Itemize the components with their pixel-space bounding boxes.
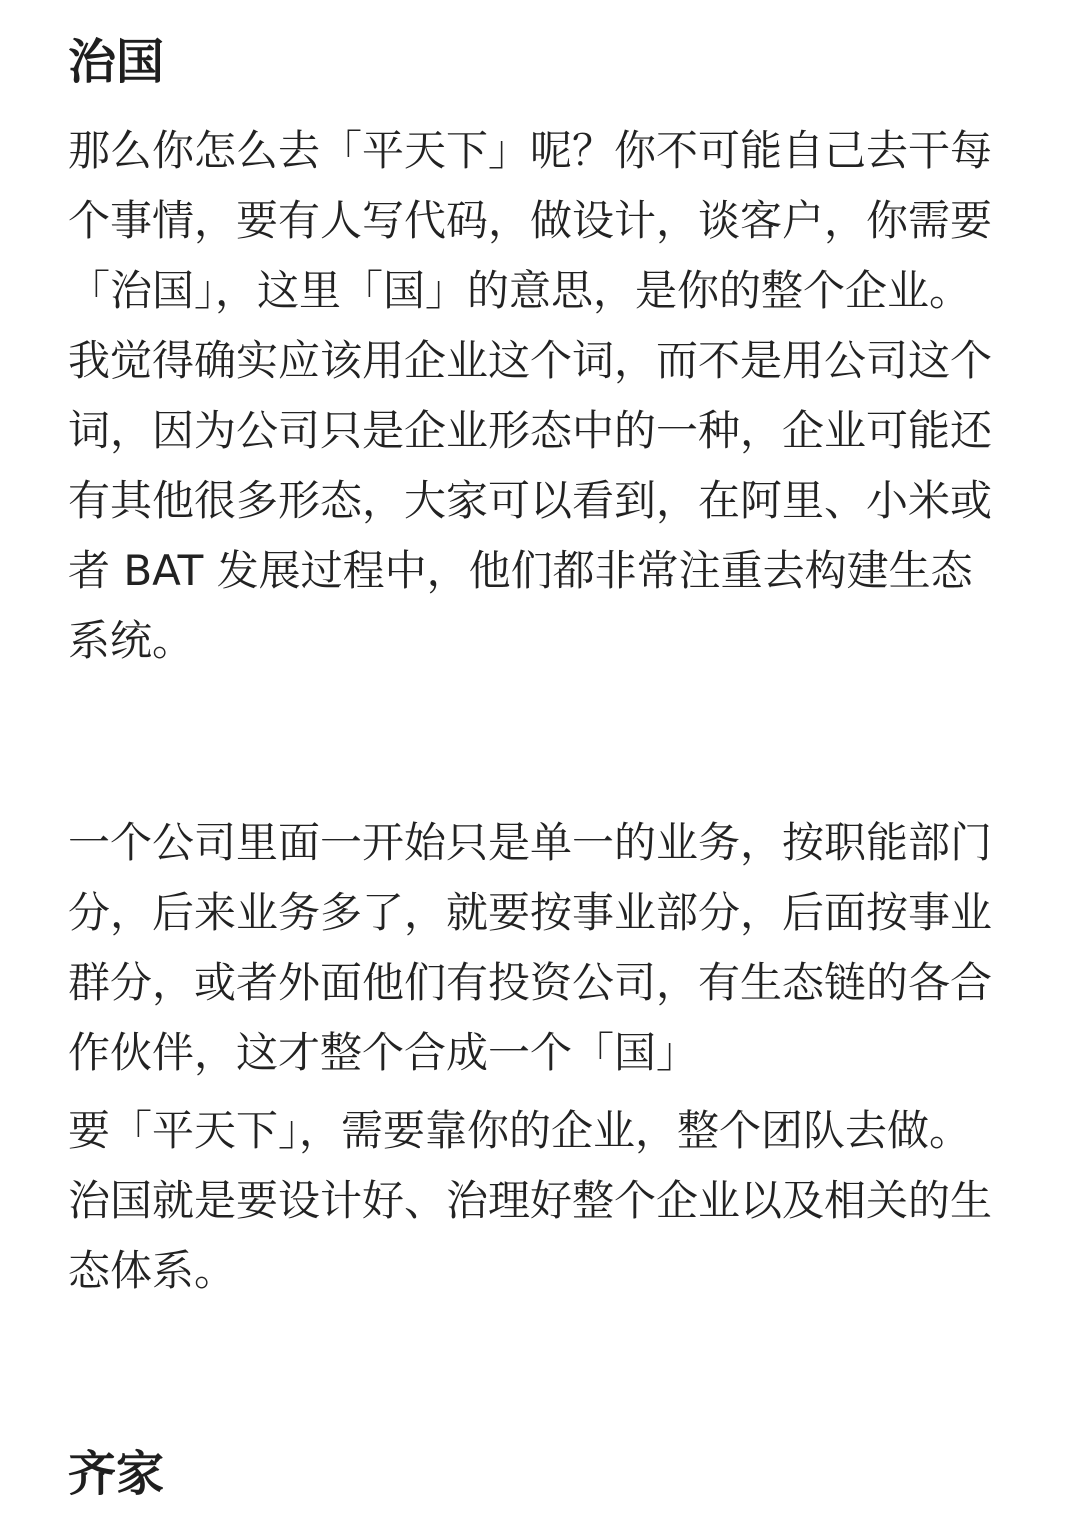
paragraph-ping-tian-xia: 那么你怎么去「平天下」呢？你不可能自己去干每个事情，要有人写代码，做设计，谈客户，你需要「治国」，这里「国」的意思，是你的整个企业。我觉得确实应该用企业这个词，而不是用公司这个词，因为公司只是企业形态中的一种，企业可能还有其他很多形态，大家可以看到，在阿里、小米或者 BAT 发展过程中，他们都非常注重去构建生态系统。 — [68, 126, 993, 665]
section-heading-zhiguo: 治国 — [68, 34, 165, 90]
section-heading-qijia: 齐家 — [68, 1446, 165, 1502]
article-body — [68, 0, 1008, 1502]
paragraph-company-structure: 一个公司里面一开始只是单一的业务，按职能部门分，后来业务多了，就要按事业部分，后面按事业群分，或者外面他们有投资公司，有生态链的各合作伙伴，这才整个合成一个「国」 — [68, 818, 993, 1077]
paragraph-govern-enterprise: 要「平天下」，需要靠你的企业，整个团队去做。治国就是要设计好、治理好整个企业以及相关的生态体系。 — [68, 1106, 993, 1295]
